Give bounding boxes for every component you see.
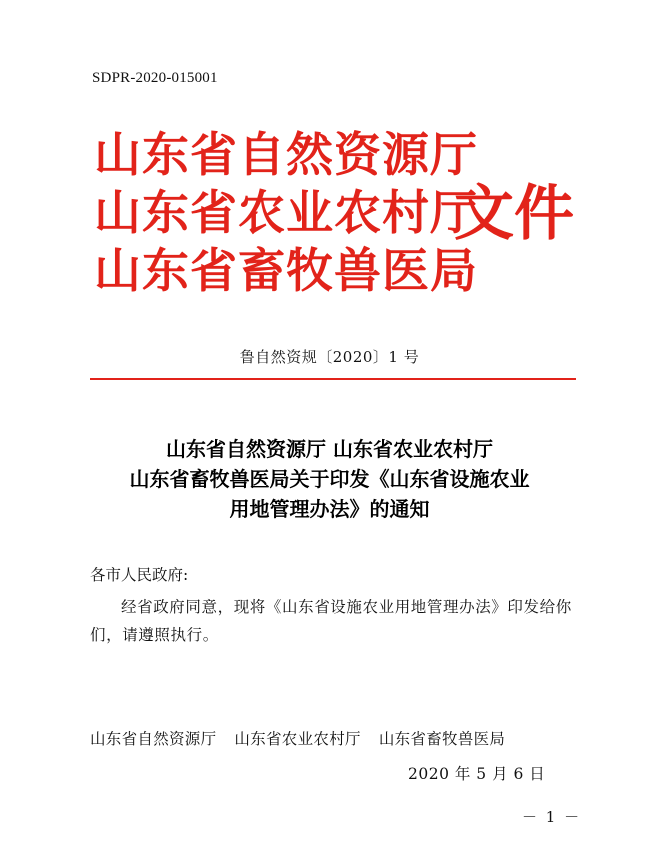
salutation: 各市人民政府:	[90, 566, 189, 584]
signatory-3: 山东省畜牧兽医局	[378, 730, 506, 748]
red-divider	[90, 378, 576, 380]
page-number: － 1 －	[522, 808, 582, 826]
issue-date: 2020 年 5 月 6 日	[408, 765, 546, 783]
title-line-1: 山东省自然资源厅 山东省农业农村厅	[166, 437, 493, 461]
title-line-3: 用地管理办法》的通知	[229, 497, 430, 521]
document-number: 鲁自然资规〔2020〕1 号	[239, 348, 420, 366]
signatory-2: 山东省农业农村厅	[234, 730, 361, 748]
letterhead-issuer-2: 山东省农业农村厅	[94, 186, 478, 241]
document-title	[60, 434, 599, 524]
document-id: SDPR-2020-015001	[92, 70, 218, 86]
red-letterhead	[94, 130, 574, 310]
letterhead-issuer-3: 山东省畜牧兽医局	[94, 244, 478, 299]
body-paragraph: 经省政府同意，现将《山东省设施农业用地管理办法》印发给你们，请遵照执行。	[90, 598, 572, 644]
letterhead-issuer-1: 山东省自然资源厅	[94, 128, 478, 183]
title-line-2: 山东省畜牧兽医局关于印发《山东省设施农业	[129, 467, 530, 491]
signatories	[90, 727, 505, 749]
letterhead-suffix: 文件	[454, 179, 574, 249]
signatory-1: 山东省自然资源厅	[90, 730, 217, 748]
